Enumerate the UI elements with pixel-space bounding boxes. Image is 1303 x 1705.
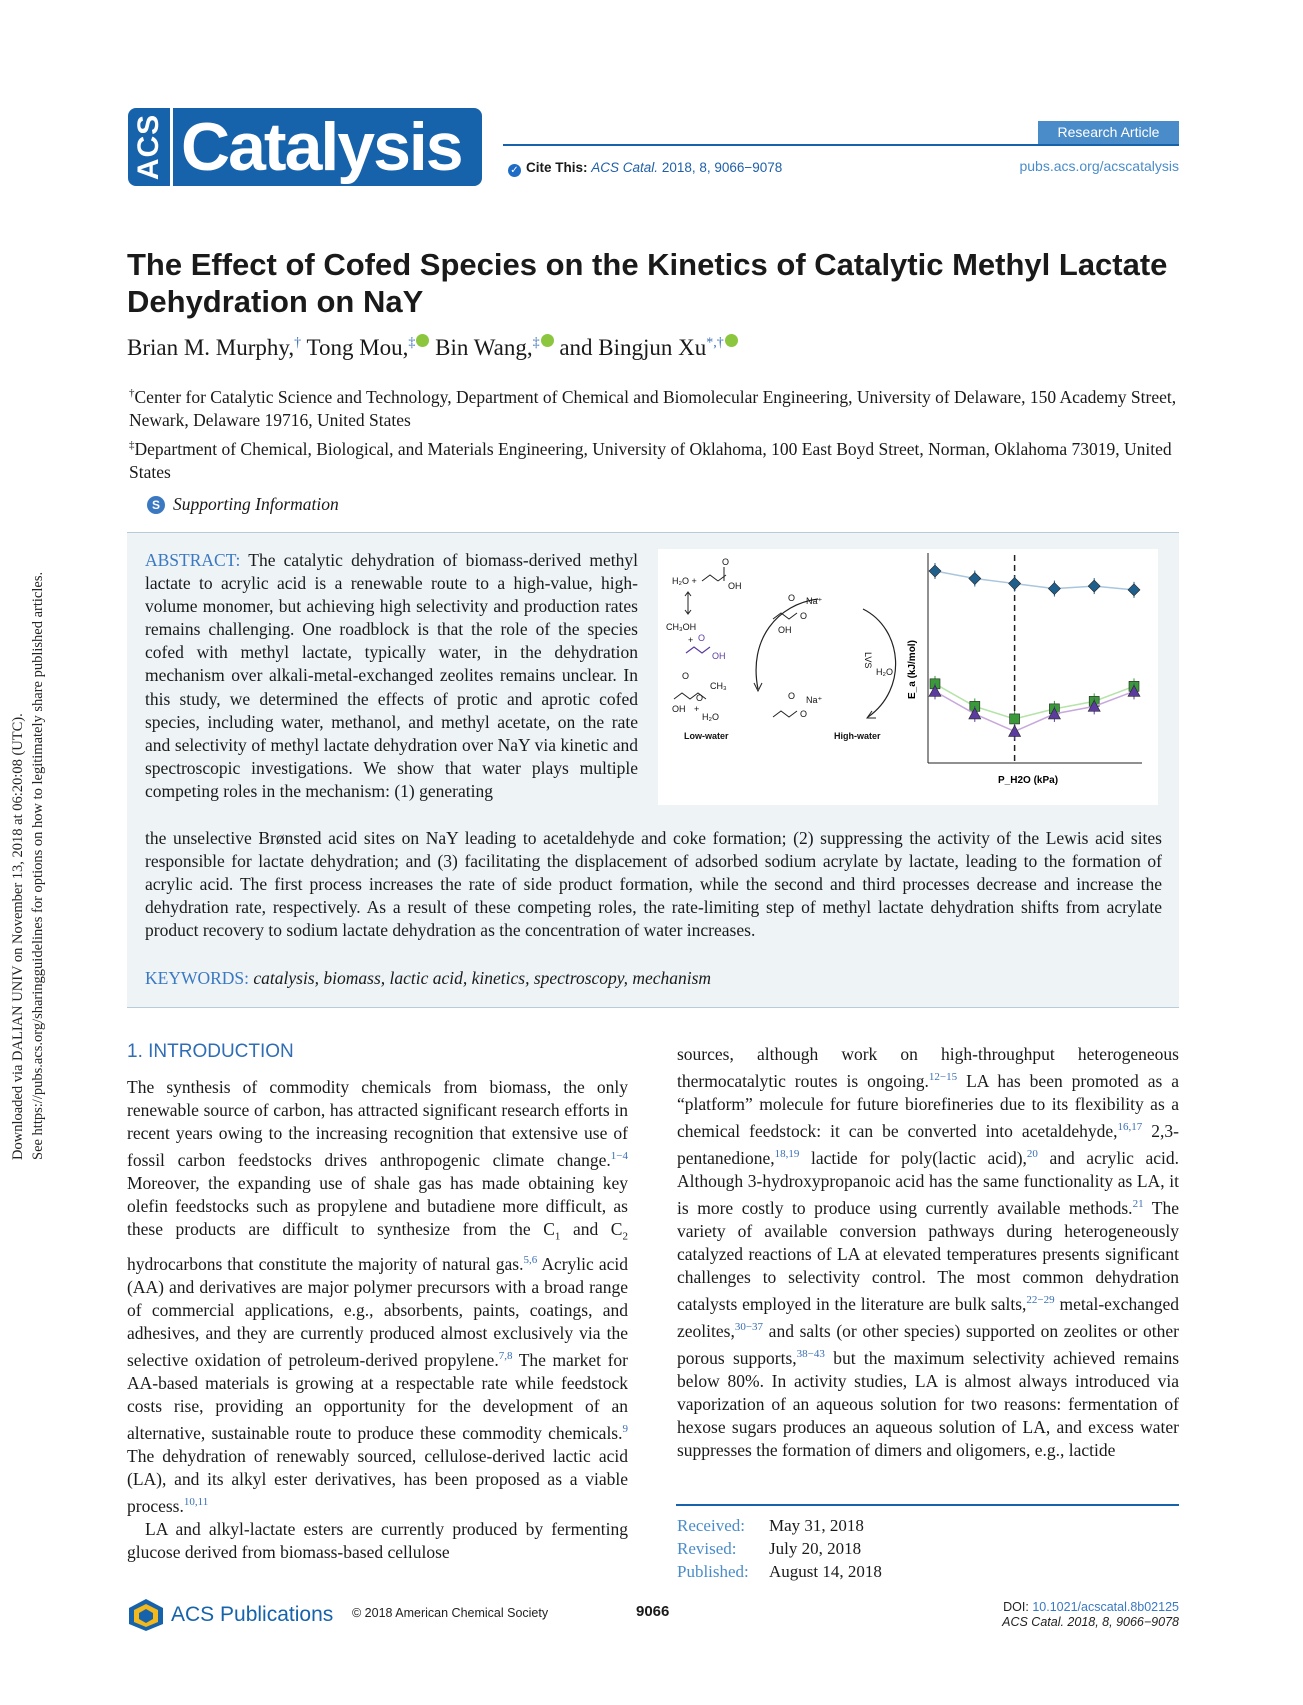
keywords-list: catalysis, biomass, lactic acid, kinetics, spectroscopy, mechanism [253, 968, 712, 988]
publisher-name: ACS Publications [171, 1603, 334, 1626]
data-point [1009, 578, 1021, 590]
date-label: Revised: [677, 1539, 737, 1558]
citation-ref[interactable]: 16,17 [1117, 1121, 1143, 1134]
toc-label-oh-top: OH [728, 581, 742, 591]
toc-cycle-arrow-left [756, 599, 818, 689]
journal-ref: ACS Catal. 2018, 8, 9066−9078 [1002, 1615, 1179, 1629]
intro-paragraph [127, 1076, 628, 1518]
toc-label-ch3oh: CH₃OH [666, 622, 697, 632]
toc-label-h2o-bottom: H₂O [702, 712, 719, 722]
text-run: and C [560, 1219, 623, 1240]
doi-block [940, 1600, 1179, 1630]
article-dates [677, 1514, 882, 1583]
download-notice-line2: See https://pubs.acs.org/sharingguidelines for options on how to legitimately share published articles. [30, 571, 46, 1160]
text-run: The market for AA-based materials is growing at a respectable rate while feedstock costs rise, providing an opportunity for the development of an alternative, sustainable route to produce these commodity chemicals. [127, 1350, 628, 1444]
toc-label-na-top: Na⁺ [806, 596, 823, 606]
chart-ylabel: E_a (kJ/mol) [907, 640, 918, 699]
page-number: 9066 [636, 1603, 670, 1620]
toc-label-o-c: O [682, 671, 690, 681]
keywords-label: KEYWORDS: [145, 968, 250, 988]
cite-ref: 2018, 8, 9066−9078 [661, 160, 783, 175]
toc-label-oh-mid: OH [712, 651, 726, 661]
journal-logo[interactable] [128, 108, 482, 186]
author-mark: ‡ [408, 335, 416, 351]
series-line [935, 684, 1134, 719]
toc-sodium-acrylate-bond [773, 711, 797, 717]
text-run: metal-exchanged zeolites, [677, 1294, 1179, 1341]
toc-acrylic-bond [686, 647, 710, 653]
text-run: but the maximum selectivity achieved remains below 80%. In activity studies, LA is almost always introduced via vaporization of an aqueous solution for two reasons: fermentation of hexose sugars produces an aqueous solution of LA, and excess water suppresses the formation of dimers and oligomers, e.g., lactide [677, 1347, 1179, 1461]
text-run: Moreover, the expanding use of shale gas has made obtaining key olefin feedstocks such as propylene and butadiene more difficult, as these products are difficult to synthesize from the C [127, 1173, 628, 1240]
author-mark: † [294, 335, 302, 351]
text-run: The variety of available conversion pathways during heterogeneously catalyzed reactions of LA at elevated temperatures presents significant challenges to selectivity control. The most common dehydration catalysts employed in the literature are bulk salts, [677, 1197, 1179, 1315]
article-type-badge: Research Article [1038, 121, 1179, 144]
data-point [1048, 583, 1060, 595]
ea-chart [907, 553, 1142, 786]
intro-column-1 [127, 1076, 628, 1565]
citation-ref[interactable]: 18,19 [774, 1148, 800, 1161]
date-label: Published: [677, 1562, 749, 1581]
header-rule [503, 144, 1179, 146]
text-run: and acrylic acid. Although 3-hydroxypropanoic acid has the same functionality as LA, it is more costly to produce using currently available methods. [677, 1147, 1179, 1218]
toc-label-oh-center: OH [778, 625, 792, 635]
date-revised [677, 1537, 882, 1560]
citation-ref[interactable]: 21 [1132, 1198, 1144, 1211]
toc-label-o-g: O [788, 691, 796, 701]
cite-this[interactable] [508, 160, 782, 177]
data-point [929, 565, 941, 577]
citation-ref[interactable]: 30−37 [734, 1321, 764, 1334]
author-name[interactable]: Brian M. Murphy, [127, 335, 295, 360]
toc-label-o-h: O [800, 709, 808, 719]
toc-svg [658, 549, 1158, 805]
affiliation-text: Center for Catalytic Science and Technology, Department of Chemical and Biomolecular Engineering, University of Delaware, 150 Academy Street, Newark, Delaware 19716, United States [129, 386, 1177, 430]
text-run: The synthesis of commodity chemicals from biomass, the only renewable source of carbon, has attracted significant research efforts in recent years owing to the increasing recognition that extensive use of fossil carbon feedstocks drives anthropogenic climate change. [127, 1077, 628, 1171]
intro-column-2 [677, 1043, 1179, 1462]
toc-label-h2o-right: H₂O [876, 667, 893, 677]
intro-paragraph [677, 1043, 1179, 1462]
author-mark: ‡ [532, 335, 540, 351]
toc-label-o-d: O [696, 693, 704, 703]
doi-link[interactable]: 10.1021/acscatal.8b02125 [1032, 1600, 1179, 1614]
toc-label-plus: + [688, 635, 694, 645]
affiliation-text: Department of Chemical, Biological, and Materials Engineering, University of Oklahoma, 100 East Boyd Street, Norman, Oklahoma 73019, United States [129, 438, 1172, 482]
text-run: sources, although work on high-throughput heterogeneous thermocatalytic routes is ongoing. [677, 1044, 1179, 1091]
author-name[interactable]: Bin Wang, [435, 335, 533, 360]
affiliation-mark: † [129, 387, 135, 399]
cite-label: Cite This: [526, 160, 588, 175]
toc-label-lvs: LVS [863, 652, 873, 669]
download-notice-line1: Downloaded via DALIAN UNIV on November 13, 2018 at 06:20:08 (UTC). [10, 713, 26, 1160]
orcid-icon[interactable] [541, 334, 554, 347]
download-notice [2, 520, 48, 1220]
citation-ref[interactable]: 12−15 [928, 1071, 958, 1084]
toc-label-o-a: O [722, 557, 730, 567]
cite-journal: ACS Catal. [591, 160, 659, 175]
abstract-label: ABSTRACT: [145, 550, 241, 570]
toc-label-o-f: O [800, 611, 808, 621]
text-run: and salts (or other species) supported on zeolites or other porous supports, [677, 1321, 1179, 1368]
article-title: The Effect of Cofed Species on the Kinetics of Catalytic Methyl Lactate Dehydration on NaY [127, 247, 1168, 319]
abstract-part1 [145, 549, 638, 803]
date-value: July 20, 2018 [769, 1539, 862, 1558]
toc-bond [702, 575, 718, 581]
affiliation-mark: ‡ [129, 439, 135, 451]
toc-label-plus-2: + [694, 704, 700, 714]
data-point [969, 573, 981, 585]
supporting-information-link[interactable] [147, 494, 339, 515]
toc-label-na-bottom: Na⁺ [806, 695, 823, 705]
citation-ref[interactable]: 1−4 [610, 1150, 628, 1163]
author-name[interactable]: and Bingjun Xu [559, 335, 707, 360]
supporting-info-label: Supporting Information [173, 494, 339, 514]
abstract-part2: the unselective Brønsted acid sites on NaY leading to acetaldehyde and coke formation; (2) suppressing the activity of the Lewis acid sites responsible for lactate dehydration; and (3) facilitating the displacement of adsorbed sodium acrylate by lactate, leading to the formation of acrylic acid. The first process increases the rate of side product formation, while the second and third processes decrease and increase the dehydration rate, respectively. As a result of these competing roles, the rate-limiting step of methyl lactate dehydration shifts from acrylate product recovery to sodium lactate dehydration as the concentration of water increases. [145, 828, 1162, 941]
data-point [1009, 725, 1021, 736]
doi-label: DOI: [1003, 1600, 1029, 1614]
citation-ref[interactable]: 9 [622, 1423, 628, 1436]
orcid-icon[interactable] [416, 334, 429, 347]
chart-xlabel: P_H2O (kPa) [998, 775, 1059, 786]
publisher-logo[interactable] [127, 1598, 333, 1632]
acs-hexagon-icon [127, 1598, 165, 1632]
text-run: 2,3-pentanedione, [677, 1120, 1180, 1168]
data-point [1128, 584, 1140, 596]
toc-bond [718, 567, 726, 581]
toc-graphic [658, 549, 1158, 805]
date-value: May 31, 2018 [769, 1516, 864, 1535]
author-mark: *,† [706, 335, 724, 351]
copyright: © 2018 American Chemical Society [352, 1606, 549, 1620]
author-name[interactable]: Tong Mou, [306, 335, 409, 360]
author-list [127, 334, 738, 361]
subscript: 1 [554, 1230, 561, 1243]
text-run: hydrocarbons that constitute the majority of natural gas. [127, 1253, 524, 1274]
data-point [1010, 714, 1020, 724]
intro-paragraph: LA and alkyl-lactate esters are currently produced by fermenting glucose derived from biomass-based cellulose [127, 1519, 628, 1563]
text-run: lactide for poly(lactic acid), [799, 1147, 1027, 1168]
orcid-icon[interactable] [725, 334, 738, 347]
subscript: 2 [622, 1230, 628, 1243]
citation-ref[interactable]: 5,6 [523, 1253, 538, 1266]
date-received [677, 1514, 882, 1537]
journal-url[interactable]: pubs.acs.org/acscatalysis [1019, 158, 1179, 174]
affiliation [129, 434, 1181, 484]
citation-ref[interactable]: 22−29 [1026, 1294, 1055, 1307]
logo-journal-name: Catalysis [181, 109, 462, 185]
affiliation [129, 382, 1181, 432]
toc-label-h2o-plus: H₂O + [672, 576, 697, 586]
data-point [1088, 580, 1100, 592]
text-run: The dehydration of renewably sourced, cellulose-derived lactic acid (LA), and its alkyl ester derivatives, has been proposed as a viable process. [127, 1446, 628, 1517]
toc-label-low-water: Low-water [684, 731, 729, 741]
dates-rule [676, 1504, 1179, 1506]
text-run: LA has been promoted as a “platform” molecule for future biorefineries due to its flexibility as a chemical feedstock: it can be converted into acetaldehyde, [677, 1070, 1179, 1141]
section-heading: 1. INTRODUCTION [127, 1041, 294, 1062]
supporting-info-icon: S [147, 496, 165, 514]
citation-ref[interactable]: 20 [1026, 1148, 1038, 1161]
toc-label-o-e: O [788, 593, 796, 603]
toc-label-oh-left: OH [672, 704, 686, 714]
date-value: August 14, 2018 [769, 1562, 882, 1581]
citation-ref[interactable]: 7,8 [498, 1350, 513, 1363]
toc-label-ch3: CH₃ [710, 681, 727, 691]
check-icon: ✓ [508, 164, 521, 177]
series-line [935, 571, 1134, 590]
abstract-text-1: The catalytic dehydration of biomass-derived methyl lactate to acrylic acid is a renewable route to a high-value, high-volume monomer, but achieving high selectivity and production rates remains challenging. One roadblock is that the role of the species cofed with methyl lactate, typically water, in the dehydration mechanism over alkali-metal-exchanged zeolites remains unclear. In this study, we determined the effects of protic and aprotic cofed species, including water, methanol, and methyl acetate, on the rate and selectivity of methyl lactate dehydration over NaY via kinetic and spectroscopic investigations. We show that water plays multiple competing roles in the mechanism: (1) generating [145, 550, 639, 801]
toc-label-high-water: High-water [834, 731, 881, 741]
citation-ref[interactable]: 38−43 [796, 1348, 825, 1361]
logo-acs: ACS [132, 113, 165, 181]
date-published [677, 1560, 882, 1583]
text-run: Acrylic acid (AA) and derivatives are major polymer precursors with a broad range of commercial applications, e.g., absorbents, paints, coatings, and adhesives, and they are currently produced almost exclusively via the selective oxidation of petroleum-derived propylene. [127, 1253, 629, 1371]
keywords [145, 968, 711, 989]
citation-ref[interactable]: 10,11 [183, 1496, 209, 1509]
toc-label-o-b: O [698, 633, 706, 643]
date-label: Received: [677, 1516, 745, 1535]
